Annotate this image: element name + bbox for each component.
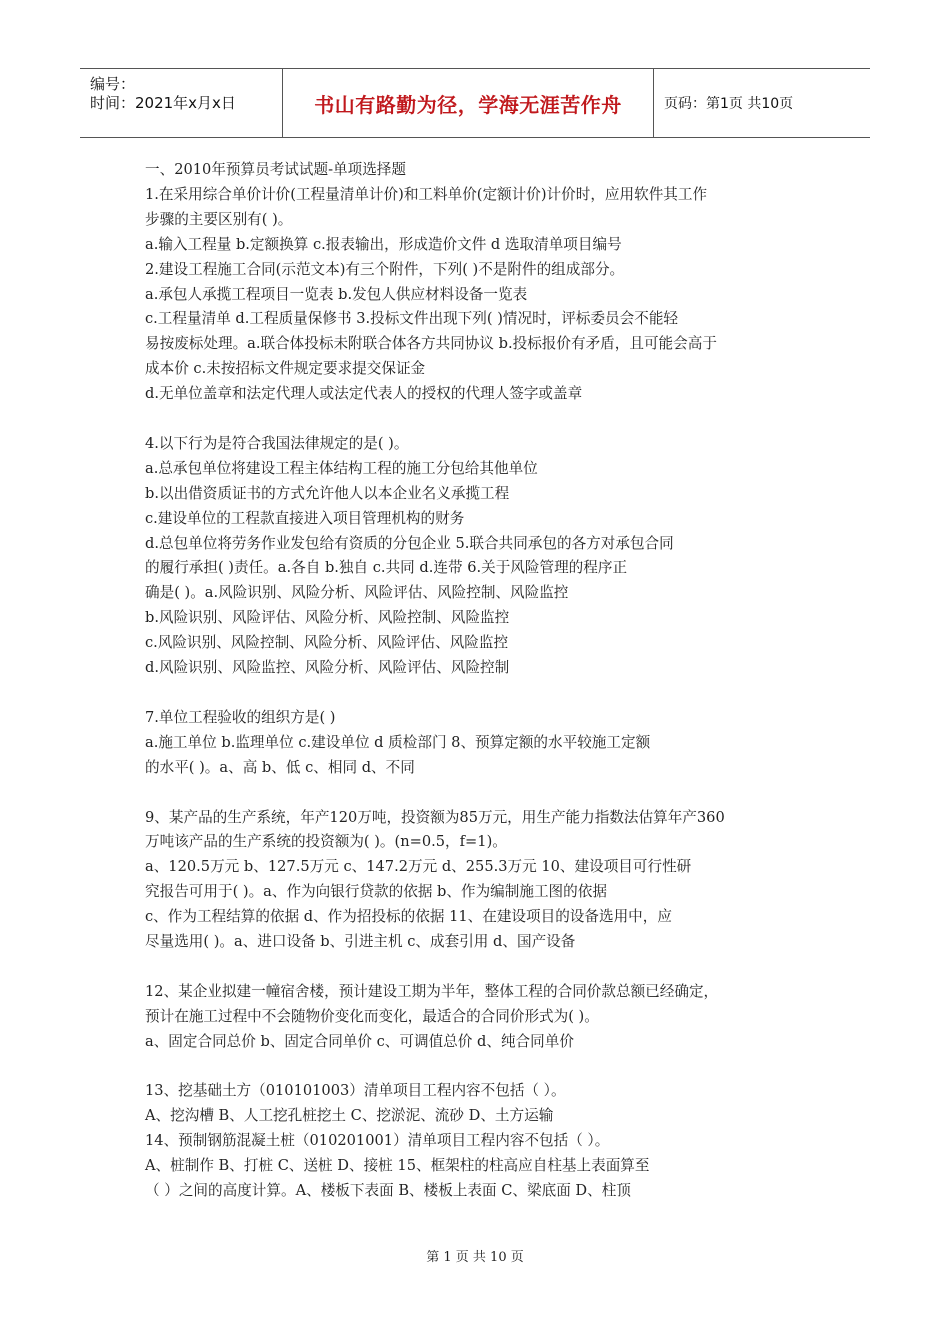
document-time-label: 时间：2021年x月x日 <box>90 94 236 112</box>
header-page-cell <box>654 69 870 137</box>
text-line: 13、挖基础土方（010101003）清单项目工程内容不包括（ ）。 <box>145 1082 566 1100</box>
text-line: 成本价 c.未按招标文件规定要求提交保证金 <box>145 360 426 378</box>
text-line: 12、某企业拟建一幢宿舍楼，预计建设工期为半年，整体工程的合同价款总额已经确定， <box>145 982 719 1000</box>
text-line: 步骤的主要区别有( )。 <box>145 210 293 228</box>
text-line: d.风险识别、风险监控、风险分析、风险评估、风险控制 <box>145 659 510 677</box>
text-line: d.无单位盖章和法定代理人或法定代表人的授权的代理人签字或盖章 <box>145 385 583 403</box>
text-line: a.承包人承揽工程项目一览表 b.发包人供应材料设备一览表 <box>145 285 528 303</box>
text-line: 究报告可用于( )。a、作为向银行贷款的依据 b、作为编制施工图的依据 <box>145 883 607 901</box>
text-line: c.风险识别、风险控制、风险分析、风险评估、风险监控 <box>145 634 509 652</box>
text-line: a、固定合同总价 b、固定合同单价 c、可调值总价 d、纯合同单价 <box>145 1032 574 1050</box>
text-line: c、作为工程结算的依据 d、作为招投标的依据 11、在建设项目的设备选用中，应 <box>145 908 672 926</box>
text-line: 预计在施工过程中不会随物价变化而变化，最适合的合同价形式为( )。 <box>145 1007 599 1025</box>
text-line: a.施工单位 b.监理单位 c.建设单位 d 质检部门 8、预算定额的水平较施工定额 <box>145 733 651 751</box>
text-line: 2.建设工程施工合同(示范文本)有三个附件，下列( )不是附件的组成部分。 <box>145 260 625 278</box>
page-header <box>80 68 870 138</box>
header-motto-cell <box>283 69 654 137</box>
text-line: 1.在采用综合单价计价(工程量清单计价)和工料单价(定额计价)计价时，应用软件其工作 <box>145 185 708 203</box>
text-line: a、120.5万元 b、127.5万元 c、147.2万元 d、255.3万元 10、建设项目可行性研 <box>145 858 692 876</box>
text-line: 9、某产品的生产系统，年产120万吨，投资额为85万元，用生产能力指数法估算年产360 <box>145 808 725 826</box>
text-line: （ ）之间的高度计算。A、楼板下表面 B、楼板上表面 C、梁底面 D、柱顶 <box>145 1182 631 1200</box>
text-line: 易按废标处理。a.联合体投标未附联合体各方共同协议 b.投标报价有矛盾，且可能会高于 <box>145 335 717 353</box>
text-line: 14、预制钢筋混凝土桩（010201001）清单项目工程内容不包括（ ）。 <box>145 1132 610 1150</box>
text-line: 4.以下行为是符合我国法律规定的是( )。 <box>145 434 409 452</box>
document-body <box>145 158 810 1204</box>
text-line: 的水平( )。a、高 b、低 c、相同 d、不同 <box>145 758 415 776</box>
text-line: 一、2010年预算员考试试题-单项选择题 <box>145 161 406 178</box>
text-line: d.总包单位将劳务作业发包给有资质的分包企业 5.联合共同承包的各方对承包合同 <box>145 534 674 552</box>
text-line: c.建设单位的工程款直接进入项目管理机构的财务 <box>145 509 465 527</box>
page-footer: 第 1 页 共 10 页 <box>426 1250 524 1265</box>
text-line: A、桩制作 B、打桩 C、送桩 D、接桩 15、框架柱的柱高应自柱基上表面算至 <box>145 1157 650 1175</box>
text-line: 的履行承担( )责任。a.各自 b.独自 c.共同 d.连带 6.关于风险管理的程序正 <box>145 559 628 577</box>
header-meta-cell <box>80 69 283 137</box>
text-line: a.总承包单位将建设工程主体结构工程的施工分包给其他单位 <box>145 459 538 477</box>
blank-line <box>145 1055 810 1080</box>
header-page-info: 页码：第1页 共10页 <box>664 96 794 112</box>
text-line: A、挖沟槽 B、人工挖孔桩挖土 C、挖淤泥、流砂 D、土方运输 <box>145 1107 554 1125</box>
blank-line <box>145 781 810 806</box>
header-motto: 书山有路勤为径，学海无涯苦作舟 <box>314 92 622 117</box>
blank-line <box>145 407 810 432</box>
text-line: a.输入工程量 b.定额换算 c.报表输出，形成造价文件 d 选取清单项目编号 <box>145 235 622 253</box>
text-line: 尽量选用( )。a、进口设备 b、引进主机 c、成套引用 d、国产设备 <box>145 933 576 951</box>
blank-line <box>145 681 810 706</box>
blank-line <box>145 955 810 980</box>
text-line: 7.单位工程验收的组织方是( ) <box>145 708 336 726</box>
document-number-label: 编号： <box>90 75 136 93</box>
text-line: b.风险识别、风险评估、风险分析、风险控制、风险监控 <box>145 609 510 627</box>
text-line: 万吨该产品的生产系统的投资额为( )。(n=0.5，f=1)。 <box>145 833 507 851</box>
text-line: 确是( )。a.风险识别、风险分析、风险评估、风险控制、风险监控 <box>145 584 569 602</box>
text-line: b.以出借资质证书的方式允许他人以本企业名义承揽工程 <box>145 484 510 502</box>
text-line: c.工程量清单 d.工程质量保修书 3.投标文件出现下列( )情况时，评标委员会不能轻 <box>145 310 679 328</box>
